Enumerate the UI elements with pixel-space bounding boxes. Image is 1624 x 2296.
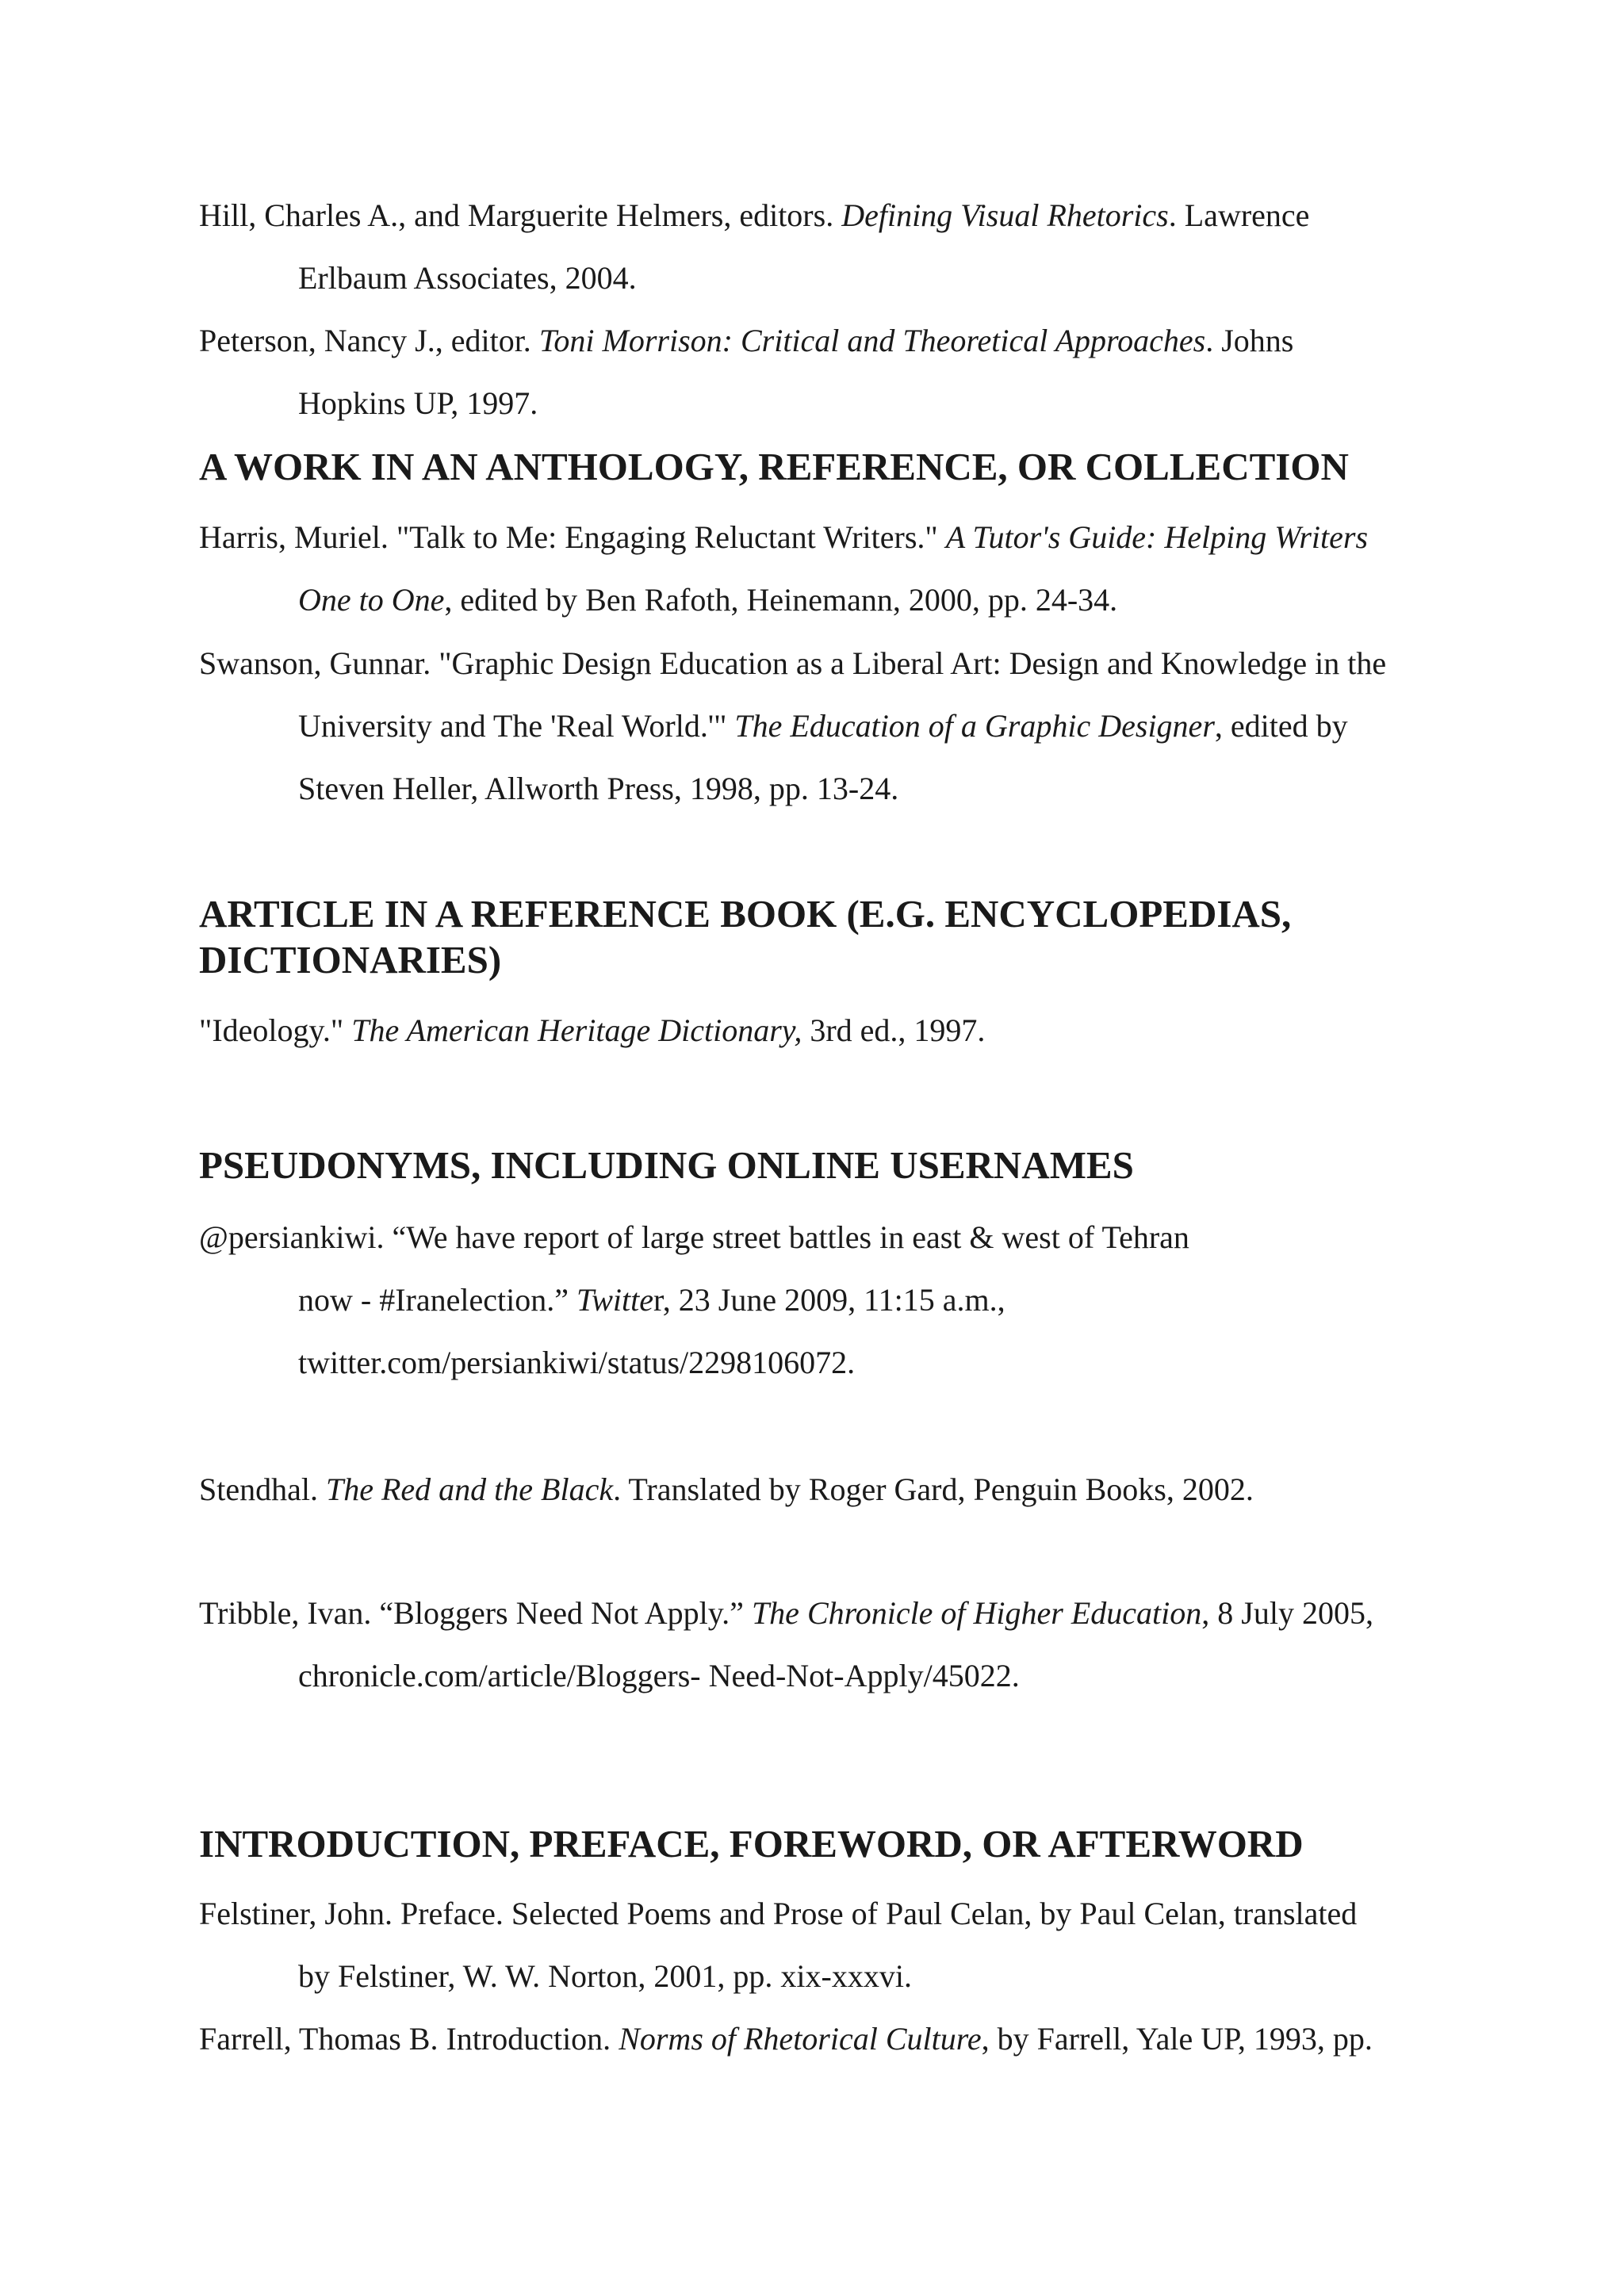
- section-heading: A WORK IN AN ANTHOLOGY, REFERENCE, OR COLLECTION: [199, 445, 1349, 488]
- citation-line: [199, 1269, 1436, 1331]
- citation-text: Tribble, Ivan. “Bloggers Need Not Apply.”: [199, 1595, 752, 1631]
- citation-text: , by Farrell, Yale UP, 1993, pp.: [981, 2021, 1373, 2057]
- citation-title-text: The Education of a Graphic Designer: [734, 708, 1215, 744]
- citation-entry: [199, 1206, 1436, 1394]
- citation-text: Erlbaum Associates, 2004.: [298, 260, 637, 296]
- citation-title-text: The Red and the Black: [325, 1471, 614, 1507]
- citation-text: . Lawrence: [1168, 197, 1310, 233]
- citation-text: , edited by Ben Rafoth, Heinemann, 2000, pp. 24-34.: [444, 582, 1118, 618]
- citation-text: Peterson, Nancy J., editor.: [199, 323, 539, 358]
- citation-entry: [199, 1882, 1436, 2007]
- citation-text: 3rd ed., 1997.: [802, 1012, 986, 1048]
- citation-line: [199, 632, 1436, 695]
- citation-line: [199, 1331, 1436, 1394]
- citation-title-text: A Tutor's Guide: Helping Writers: [945, 519, 1369, 555]
- citation-entry: [199, 1458, 1436, 1521]
- citation-text: Hopkins UP, 1997.: [298, 385, 538, 421]
- citation-text: twitter.com/persiankiwi/status/2298106072.: [298, 1345, 856, 1380]
- citation-entry: [199, 1582, 1436, 1707]
- citation-line: [199, 757, 1436, 820]
- citation-title-text: The Chronicle of Higher Education: [751, 1595, 1202, 1631]
- citation-line: [199, 247, 1436, 309]
- section-heading: [199, 891, 1291, 983]
- citation-text: by Felstiner, W. W. Norton, 2001, pp. xix-xxxvi.: [298, 1958, 912, 1994]
- citation-line: [199, 184, 1436, 247]
- citation-text: , 8 July 2005,: [1201, 1595, 1373, 1631]
- citation-title-text: Norms of Rhetorical Culture: [619, 2021, 982, 2057]
- section-heading: PSEUDONYMS, INCLUDING ONLINE USERNAMES: [199, 1143, 1134, 1187]
- citation-text: Steven Heller, Allworth Press, 1998, pp. 13-24.: [298, 771, 899, 806]
- citation-text: now - #Iranelection.”: [298, 1282, 576, 1318]
- citation-line: [199, 1882, 1436, 1945]
- citation-text: Swanson, Gunnar. "Graphic Design Education as a Liberal Art: Design and Knowledge in the: [199, 645, 1387, 681]
- citation-line: [199, 695, 1436, 757]
- citation-title-text: Toni Morrison: Critical and Theoretical Approaches: [538, 323, 1206, 358]
- citation-text: Hill, Charles A., and Marguerite Helmers, editors.: [199, 197, 842, 233]
- citation-line: [199, 2007, 1436, 2070]
- citation-entry: [199, 632, 1436, 820]
- section-heading-line: ARTICLE IN A REFERENCE BOOK (E.G. ENCYCLOPEDIAS,: [199, 892, 1292, 936]
- citation-line: [199, 568, 1436, 631]
- citation-line: [199, 1582, 1436, 1644]
- citation-line: [199, 309, 1436, 372]
- citation-text: r, 23 June 2009, 11:15 a.m.,: [653, 1282, 1005, 1318]
- citation-line: [199, 999, 1436, 1062]
- citation-line: [199, 1206, 1436, 1269]
- citation-text: Farrell, Thomas B. Introduction.: [199, 2021, 619, 2057]
- citation-title-text: The American Heritage Dictionary,: [351, 1012, 802, 1048]
- citation-text: Stendhal.: [199, 1471, 326, 1507]
- citation-text: Felstiner, John. Preface. Selected Poems and Prose of Paul Celan, by Paul Celan, translated: [199, 1896, 1358, 1931]
- citation-title-text: One to One: [298, 582, 445, 618]
- citation-text: chronicle.com/article/Bloggers- Need-Not-Apply/45022.: [298, 1658, 1020, 1693]
- citation-line: [199, 506, 1436, 568]
- citation-text: , edited by: [1214, 708, 1348, 744]
- citation-line: [199, 372, 1436, 434]
- citation-title-text: Defining Visual Rhetorics: [841, 197, 1169, 233]
- citation-text: @persiankiwi. “We have report of large street battles in east & west of Tehran: [199, 1219, 1189, 1255]
- citation-title-text: Twitte: [576, 1282, 654, 1318]
- citation-line: [199, 1945, 1436, 2007]
- section-heading-line: DICTIONARIES): [199, 938, 502, 982]
- citation-text: University and The 'Real World.'": [298, 708, 735, 744]
- citation-line: [199, 1644, 1436, 1707]
- citation-text: . Johns: [1205, 323, 1294, 358]
- section-heading: INTRODUCTION, PREFACE, FOREWORD, OR AFTERWORD: [199, 1822, 1304, 1866]
- citation-text: "Ideology.": [199, 1012, 352, 1048]
- citation-entry: [199, 184, 1436, 309]
- citation-entry: [199, 999, 1436, 1062]
- citation-text: Harris, Muriel. "Talk to Me: Engaging Reluctant Writers.": [199, 519, 946, 555]
- citation-line: [199, 1458, 1436, 1521]
- citation-entry: [199, 309, 1436, 434]
- citation-text: . Translated by Roger Gard, Penguin Books, 2002.: [613, 1471, 1254, 1507]
- citation-entry: [199, 2007, 1436, 2070]
- citation-entry: [199, 506, 1436, 631]
